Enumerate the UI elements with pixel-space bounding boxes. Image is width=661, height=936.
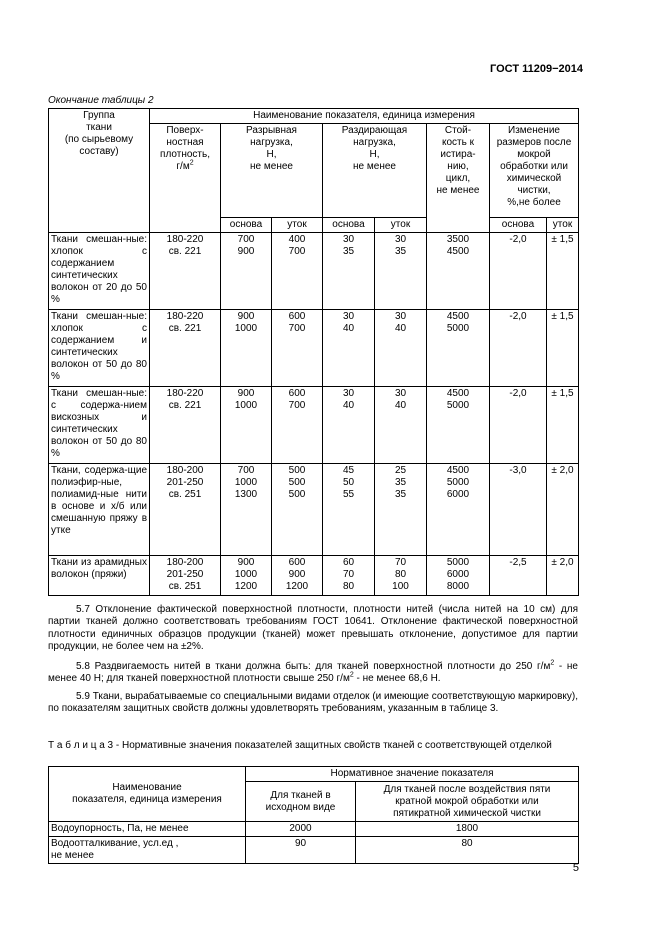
paragraph-5-9: 5.9 Ткани, вырабатываемые со специальными видами отделок (и имеющие соответствующую маркировку), по показателям защитных свойств должны удовлетворять требованиям, указанным в таблице 3. xyxy=(48,691,578,715)
indicator-name-cell: Водоупорность, Па, не менее xyxy=(49,822,246,837)
table-row xyxy=(49,837,579,864)
change-header: Изменение размеров после мокрой обработки или химической чистки, %,не более xyxy=(490,124,579,218)
tear-weft-header: уток xyxy=(375,218,427,233)
paragraph-5-7: 5.7 Отклонение фактической поверхностной плотности, плотности нитей (числа нитей на 10 см) для партии тканей должно соответствовать требованиям ГОСТ 10641. Отклонение фактической поверхностной плотности единичных образцов продукции (тканей) может превышать отклонение, допустимое для партии продукции, не более чем на ±2%. xyxy=(48,604,578,652)
density-header xyxy=(150,124,221,233)
tear-header: Раздирающая нагрузка, Н, не менее xyxy=(323,124,427,218)
paragraph-5-8-part-b: - не менее 40 Н; для тканей поверхностной плотности свыше 250 г/м xyxy=(48,661,578,685)
table-row xyxy=(49,310,579,387)
indicator-name-header: Наименование показателя, единица измерения xyxy=(49,767,246,822)
table-2 xyxy=(48,108,579,596)
initial-value-cell: 2000 xyxy=(246,822,356,837)
standard-header: ГОСТ 11209−2014 xyxy=(490,63,583,75)
abrasion-cell: 4500 5000 xyxy=(427,387,490,464)
change-warp-header: основа xyxy=(490,218,547,233)
tensile-weft-header: уток xyxy=(272,218,323,233)
superscript-2: 2 xyxy=(349,671,354,679)
abrasion-cell: 4500 5000 6000 xyxy=(427,464,490,556)
table-row xyxy=(49,233,579,310)
tensile-warp-cell: 900 1000 xyxy=(221,387,272,464)
indicator-name-cell: Водоотталкивание, усл.ед , не менее xyxy=(49,837,246,864)
abrasion-cell: 3500 4500 xyxy=(427,233,490,310)
table-row xyxy=(49,464,579,556)
tear-weft-cell: 30 40 xyxy=(375,387,427,464)
group-cell: Ткани смешан-ные: хлопок с содержанием и синтетических волокон от 50 до 80 % xyxy=(49,310,150,387)
table-row xyxy=(49,556,579,596)
paragraph-5-8-part-c: - не менее 68,6 Н. xyxy=(353,673,441,685)
change-weft-cell: ± 2,0 xyxy=(547,556,579,596)
tear-warp-header: основа xyxy=(323,218,375,233)
norm-value-header: Нормативное значение показателя xyxy=(246,767,579,782)
tear-warp-cell: 30 35 xyxy=(323,233,375,310)
paragraph-5-8-part-a: 5.8 Раздвигаемость нитей в ткани должна быть: для тканей поверхностной плотности до 250 г/м xyxy=(76,661,551,672)
table-row xyxy=(49,822,579,837)
density-header-sup: 2 xyxy=(189,159,194,167)
density-cell: 180-220 св. 221 xyxy=(150,387,221,464)
abrasion-cell: 5000 6000 8000 xyxy=(427,556,490,596)
tear-warp-cell: 45 50 55 xyxy=(323,464,375,556)
table-3 xyxy=(48,766,579,864)
group-cell: Ткани смешан-ные: хлопок с содержанием синтетических волокон от 20 до 50 % xyxy=(49,233,150,310)
tensile-warp-cell: 700 900 xyxy=(221,233,272,310)
indicators-header: Наименование показателя, единица измерения xyxy=(150,109,579,124)
superscript-2: 2 xyxy=(550,659,555,667)
tear-warp-cell: 60 70 80 xyxy=(323,556,375,596)
density-cell: 180-200 201-250 св. 251 xyxy=(150,556,221,596)
tensile-warp-header: основа xyxy=(221,218,272,233)
table3-title: Т а б л и ц а 3 - Нормативные значения показателей защитных свойств тканей с соответствующей отделкой xyxy=(48,740,552,751)
change-warp-cell: -2,0 xyxy=(490,310,547,387)
change-warp-cell: -2,5 xyxy=(490,556,547,596)
tensile-weft-cell: 500 500 500 xyxy=(272,464,323,556)
change-warp-cell: -2,0 xyxy=(490,387,547,464)
change-weft-cell: ± 2,0 xyxy=(547,464,579,556)
group-cell: Ткани смешан-ные: с содержа-нием вискозных и синтетических волокон от 50 до 80 % xyxy=(49,387,150,464)
group-cell: Ткани, содержа-щие полиэфир-ные, полиамид-ные нити в основе и х/б или смешанную пряжу в утке xyxy=(49,464,150,556)
density-cell: 180-200 201-250 св. 251 xyxy=(150,464,221,556)
group-header: Группа ткани (по сырьевому составу) xyxy=(49,109,150,233)
tear-weft-cell: 70 80 100 xyxy=(375,556,427,596)
abrasion-header: Стой- кость к истира- нию, цикл, не менее xyxy=(427,124,490,233)
tensile-warp-cell: 900 1000 1200 xyxy=(221,556,272,596)
abrasion-cell: 4500 5000 xyxy=(427,310,490,387)
initial-value-cell: 90 xyxy=(246,837,356,864)
change-weft-header: уток xyxy=(547,218,579,233)
tensile-header: Разрывная нагрузка, Н, не менее xyxy=(221,124,323,218)
group-cell: Ткани из арамидных волокон (пряжи) xyxy=(49,556,150,596)
tear-warp-cell: 30 40 xyxy=(323,310,375,387)
tensile-weft-cell: 600 900 1200 xyxy=(272,556,323,596)
tear-weft-cell: 30 40 xyxy=(375,310,427,387)
tear-warp-cell: 30 40 xyxy=(323,387,375,464)
tensile-weft-cell: 600 700 xyxy=(272,387,323,464)
page-number: 5 xyxy=(572,862,579,874)
density-cell: 180-220 св. 221 xyxy=(150,310,221,387)
change-weft-cell: ± 1,5 xyxy=(547,387,579,464)
table2-caption: Окончание таблицы 2 xyxy=(48,95,154,106)
tensile-weft-cell: 400 700 xyxy=(272,233,323,310)
density-header-text: Поверх- ностная плотность, г/м xyxy=(160,125,210,172)
change-weft-cell: ± 1,5 xyxy=(547,310,579,387)
paragraph-5-8 xyxy=(48,661,578,686)
tear-weft-cell: 25 35 35 xyxy=(375,464,427,556)
initial-state-header: Для тканей в исходном виде xyxy=(246,782,356,822)
change-warp-cell: -2,0 xyxy=(490,233,547,310)
tensile-warp-cell: 700 1000 1300 xyxy=(221,464,272,556)
change-warp-cell: -3,0 xyxy=(490,464,547,556)
tear-weft-cell: 30 35 xyxy=(375,233,427,310)
after-value-cell: 1800 xyxy=(356,822,579,837)
after-treatment-header: Для тканей после воздействия пяти кратной мокрой обработки или пятикратной химической чистки xyxy=(356,782,579,822)
after-value-cell: 80 xyxy=(356,837,579,864)
tensile-weft-cell: 600 700 xyxy=(272,310,323,387)
table-row xyxy=(49,387,579,464)
change-weft-cell: ± 1,5 xyxy=(547,233,579,310)
density-cell: 180-220 св. 221 xyxy=(150,233,221,310)
tensile-warp-cell: 900 1000 xyxy=(221,310,272,387)
